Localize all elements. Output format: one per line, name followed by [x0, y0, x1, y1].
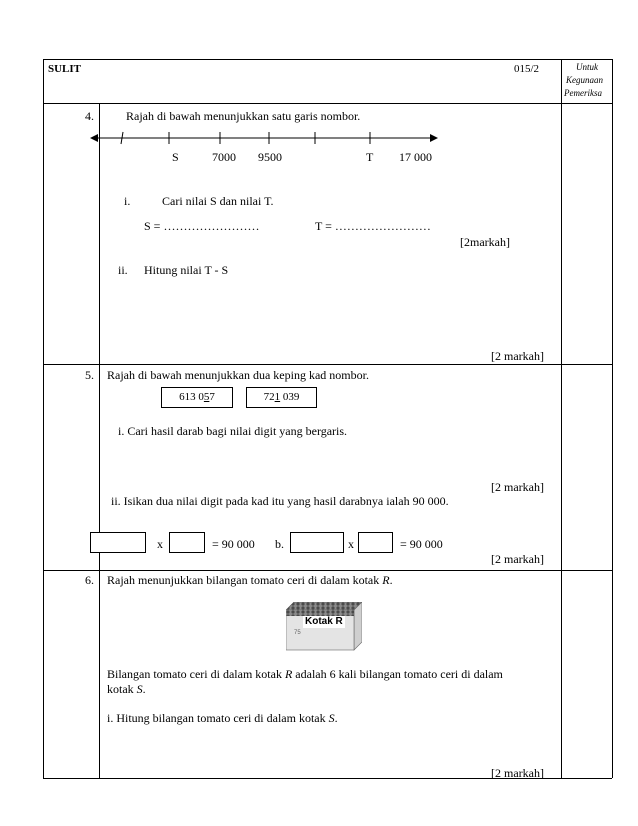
part-b-label: b. — [275, 537, 284, 551]
box-label: Kotak R — [305, 616, 343, 627]
card1-part-b: 7 — [209, 391, 215, 403]
row4-bottom-border — [43, 364, 612, 365]
box-subtext: 75 — [294, 630, 301, 636]
answer-box-a1[interactable] — [90, 532, 146, 553]
number-line-right-arrow — [430, 134, 438, 142]
q6-paragraph-line1 — [107, 668, 503, 680]
box-top — [286, 602, 362, 610]
q4-i-number: i. — [124, 194, 131, 208]
q6-i-end: . — [334, 711, 338, 725]
q4-t-answer-line: T = …………………… — [315, 219, 431, 233]
answer-box-b2[interactable] — [358, 532, 393, 553]
number-line — [90, 128, 440, 152]
q6-stem-end: . — [389, 573, 393, 587]
header-sulit: SULIT — [48, 63, 82, 75]
number-line-left-arrow — [90, 134, 98, 142]
q6-stem-r: R — [382, 573, 390, 587]
number-line-label-t: T — [366, 150, 374, 164]
card2-part-b: 039 — [280, 391, 300, 403]
q4-ii-marks: [2 markah] — [491, 349, 544, 363]
q6-p2-s: S — [136, 682, 143, 696]
card1-underlined-digit: 5 — [203, 391, 210, 403]
equals-a: = 90 000 — [212, 537, 255, 551]
examiner-label-2: Kegunaan — [566, 75, 603, 85]
q5-ii-text: ii. Isikan dua nilai digit pada kad itu yang hasil darabnya ialah 90 000. — [111, 494, 449, 508]
table-left-border — [43, 59, 44, 778]
q6-p2-end: . — [142, 682, 146, 696]
q4-i-text: Cari nilai S dan nilai T. — [162, 194, 274, 208]
q6-marks: [2 markah] — [491, 766, 544, 780]
q6-p2-text: kotak — [107, 682, 137, 696]
q6-i-text — [107, 712, 338, 724]
multiply-sign-b: x — [348, 537, 354, 551]
q5-i-marks: [2 markah] — [491, 480, 544, 494]
number-column-border — [99, 103, 100, 778]
examiner-column-border — [561, 59, 562, 778]
box-side — [354, 602, 362, 650]
q5-i-text: i. Cari hasil darab bagi nilai digit yang bergaris. — [118, 424, 348, 438]
equals-b: = 90 000 — [400, 537, 443, 551]
examiner-label-1: Untuk — [576, 62, 598, 72]
q5-number: 5. — [85, 368, 94, 382]
q6-stem — [107, 574, 393, 586]
q6-stem-text: Rajah menunjukkan bilangan tomato ceri di dalam kotak — [107, 573, 383, 587]
header-code: 015/2 — [514, 63, 540, 75]
number-line-label-s: S — [172, 150, 179, 164]
q4-stem: Rajah di bawah menunjukkan satu garis nombor. — [126, 109, 361, 123]
row5-bottom-border — [43, 570, 612, 571]
card2-underlined-digit: 1 — [274, 391, 281, 403]
table-top-border — [43, 59, 612, 60]
number-card-2 — [246, 387, 317, 408]
q6-paragraph-line2 — [107, 683, 146, 695]
header-bottom-border — [43, 103, 612, 104]
q4-s-answer-line: S = …………………… — [144, 219, 260, 233]
card1-part-a: 613 0 — [179, 391, 204, 403]
multiply-sign-a: x — [157, 537, 163, 551]
q4-number: 4. — [85, 109, 94, 123]
q6-p1-r: R — [284, 667, 293, 681]
card2-part-a: 72 — [263, 391, 275, 403]
q5-stem: Rajah di bawah menunjukkan dua keping kad nombor. — [107, 368, 369, 382]
number-line-label-7000: 7000 — [212, 150, 236, 164]
number-line-label-9500: 9500 — [258, 150, 282, 164]
q4-ii-text: Hitung nilai T - S — [144, 263, 229, 277]
examiner-label-3: Pemeriksa — [564, 88, 602, 98]
number-card-1 — [161, 387, 233, 408]
answer-box-b1[interactable] — [290, 532, 344, 553]
q6-i-text-a: i. Hitung bilangan tomato ceri di dalam kotak — [107, 711, 329, 725]
number-line-label-17000: 17 000 — [399, 150, 432, 164]
answer-box-a2[interactable] — [169, 532, 205, 553]
q6-i-s: S — [328, 711, 335, 725]
q6-number: 6. — [85, 573, 94, 587]
q6-p1-text-a: Bilangan tomato ceri di dalam kotak — [107, 667, 285, 681]
q5-ii-marks: [2 markah] — [491, 552, 544, 566]
q4-ii-number: ii. — [118, 263, 128, 277]
table-right-border — [612, 59, 613, 778]
q6-p1-text-b: adalah 6 kali bilangan tomato ceri di dalam — [292, 667, 503, 681]
q4-i-marks: [2markah] — [460, 235, 510, 249]
